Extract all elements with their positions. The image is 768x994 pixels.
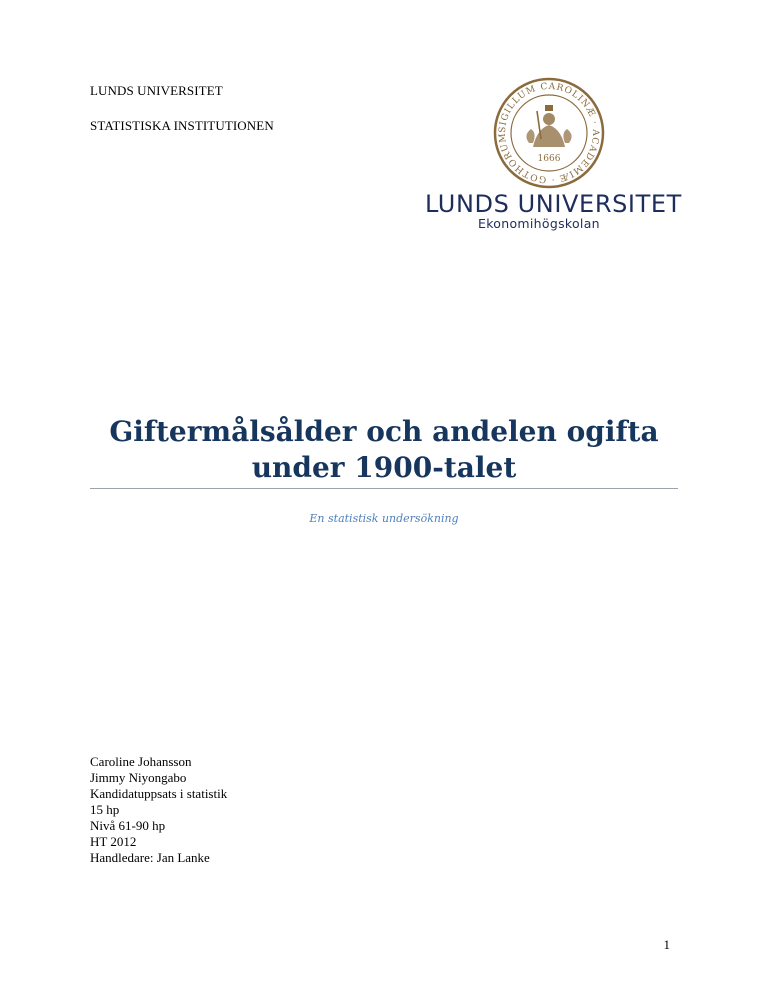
term: HT 2012 <box>90 834 137 849</box>
thesis-metadata <box>90 754 227 866</box>
author-1: Caroline Johansson <box>90 754 192 769</box>
university-wordmark: LUNDS UNIVERSITET <box>425 190 682 218</box>
svg-text:SIGILLUM CAROLINÆ · ACADEMIÆ ·: SIGILLUM CAROLINÆ · ACADEMIÆ · GOTHORUM <box>497 81 601 185</box>
author-2: Jimmy Niyongabo <box>90 770 187 785</box>
university-name: LUNDS UNIVERSITET <box>90 83 223 98</box>
svg-text:1666: 1666 <box>537 154 561 164</box>
lund-university-seal-icon <box>493 77 605 189</box>
credits: 15 hp <box>90 802 120 817</box>
level: Nivå 61-90 hp <box>90 818 166 833</box>
supervisor: Handledare: Jan Lanke <box>90 850 210 865</box>
department-name: STATISTISKA INSTITUTIONEN <box>90 118 274 133</box>
thesis-subtitle: En statistisk undersökning <box>309 512 459 525</box>
thesis-title <box>90 414 678 486</box>
title-line-1: Giftermålsålder och andelen ogifta <box>109 415 659 448</box>
thesis-type: Kandidatuppsats i statistik <box>90 786 228 801</box>
title-divider <box>90 488 678 489</box>
page-number: 1 <box>663 937 670 952</box>
school-name: Ekonomihögskolan <box>478 216 600 231</box>
title-line-2: under 1900-talet <box>251 451 517 484</box>
